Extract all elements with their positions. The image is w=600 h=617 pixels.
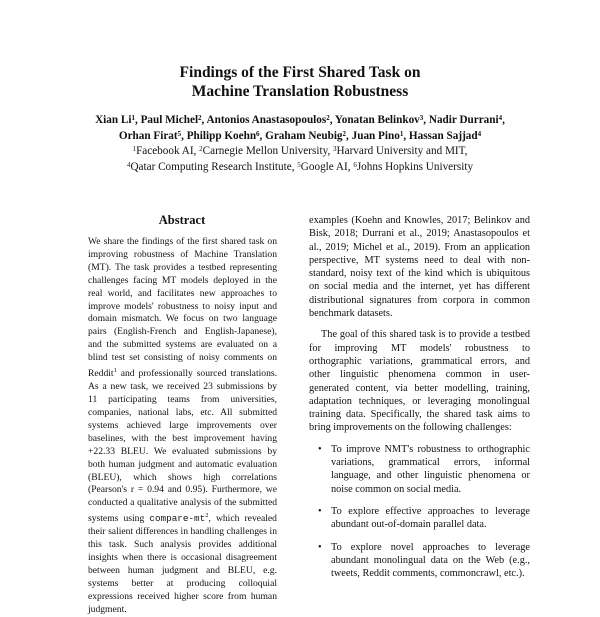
- footnote-mark: 2: [205, 512, 209, 520]
- abstract-paragraph: [88, 236, 277, 617]
- author-name: Xian Li: [95, 114, 132, 126]
- affiliation-mark: 4: [126, 160, 131, 169]
- author-affiliation-mark: 1: [131, 114, 135, 122]
- author-name: Nadir Durrani: [428, 114, 499, 126]
- author-name: Hassan Sajjad: [408, 129, 478, 142]
- author-affiliation-mark: 6: [256, 129, 260, 138]
- affiliation-name: Carnegie Mellon University: [202, 145, 328, 157]
- author-name: Orhan Firat: [118, 129, 178, 142]
- author-affiliation-mark: 4: [498, 114, 503, 122]
- author-affiliation-mark: 3: [419, 114, 424, 122]
- bullet-icon: •: [318, 443, 322, 455]
- title-line-1: Findings of the First Shared Task on: [179, 64, 421, 81]
- paper-title: [0, 63, 600, 101]
- abstract-text: [88, 236, 277, 617]
- bullet-icon: •: [318, 541, 322, 553]
- author-name: Yonatan Belinkov: [334, 114, 420, 126]
- author-block: [0, 113, 600, 175]
- affiliation-name: Johns Hopkins University: [356, 160, 474, 173]
- affiliation-mark: 6: [353, 160, 357, 169]
- author-name: Philipp Koehn: [186, 129, 257, 142]
- intro-paragraph-2: The goal of this shared task is to provide a testbed for improving MT models' robustness to orthographic variations, grammatical errors, and other linguistic phenomena common in user-generated content, via better modelling, training, adaptation techniques, or leveraging monolingual training data. Specifically, the shared task aims to bring improvements on the following challenges:: [309, 329, 530, 434]
- list-item: [309, 505, 530, 532]
- list-item-text: To explore effective approaches to leverage abundant out-of-domain parallel data.: [331, 505, 530, 531]
- abstract-text-part-2: and professionally sourced translations. As a new task, we received 23 submissions by 11 participating teams from universities, companies, national labs, etc. All submitted systems achieved large improvements over baselines, with the best improvement having +22.33 BLEU. We evaluated submissions by both human judgment and automatic evaluation (BLEU), which shows high correlations (Pearson's r = 0.94 and 0.95). Furthermore, we conducted a qualitative analysis of the submitted systems using: [88, 368, 277, 525]
- bullet-icon: •: [318, 505, 322, 517]
- affiliation-name: Google AI: [300, 160, 348, 173]
- title-line-2: Machine Translation Robustness: [191, 83, 409, 100]
- footnote-mark: 1: [113, 367, 117, 375]
- author-name: Antonios Anastasopoulos: [206, 114, 327, 126]
- author-affiliation-mark: 2: [326, 114, 330, 122]
- affiliation-name: Harvard University and MIT: [336, 145, 465, 157]
- list-item-text: To improve NMT's robustness to orthographic variations, grammatical errors, informal language, and other linguistic phenomena or noise common on social media.: [331, 443, 530, 495]
- intro-paragraph-1: examples (Koehn and Knowles, 2017; Belinkov and Bisk, 2018; Durrani et al., 2019; Anastasopoulos et al., 2019; Michel et al., 2019). From an application perspective, MT systems need to deal with non-standard, noisy text of the kind which is ubiquitous on social media and the internet, yet has different distributional signatures from corpora in common benchmark datasets.: [309, 215, 530, 320]
- abstract-heading: Abstract: [158, 213, 206, 227]
- abstract-text-part-3: , which revealed their salient differences in handling challenges in this task. Such analysis provides additional insights when there is occasional disagreement between human judgment and BLEU, e.g. systems better at producing colloquial expressions received higher score from human judgment.: [88, 513, 277, 615]
- author-name: Paul Michel: [140, 114, 199, 126]
- author-affiliation-mark: 2: [198, 114, 202, 122]
- author-name: Juan Pino: [351, 129, 400, 142]
- author-name: Graham Neubig: [265, 129, 343, 142]
- affiliations-line-1: $^1$Facebook AI, $^2$Carnegie Mellon University, $^3$Harvard University and MIT,: [132, 145, 468, 157]
- list-item: [309, 541, 530, 581]
- author-names-line-2: Orhan Firat$^5$, Philipp Koehn$^6$, Graham Neubig$^2$, Juan Pino$^1$, Hassan Sajjad$^4$: [118, 129, 482, 142]
- affiliation-mark: 1: [132, 145, 137, 153]
- affiliation-mark: 5: [297, 160, 301, 169]
- intro-column: [309, 214, 530, 589]
- goals-list: [309, 443, 530, 581]
- author-affiliation-mark: 4: [477, 129, 482, 138]
- affiliation-mark: 2: [199, 145, 203, 153]
- author-names-line-1: Xian Li$^1$, Paul Michel$^2$, Antonios Anastasopoulos$^2$, Yonatan Belinkov$^3$, Nadir Durrani$^4$,: [95, 114, 505, 126]
- list-item-text: To explore novel approaches to leverage abundant monolingual data on the Web (e.g., tweets, Reddit comments, commoncrawl, etc.).: [331, 541, 530, 580]
- author-affiliation-mark: 2: [342, 129, 347, 138]
- tool-name-code: compare-mt: [149, 513, 206, 525]
- affiliation-mark: 3: [333, 145, 337, 153]
- author-affiliation-mark: 1: [399, 129, 404, 138]
- abstract-text-part-1: We share the findings of the first shared task on improving robustness of Machine Translation (MT). The task provides a testbed representing challenges facing MT models deployed in the real world, and facilitates new approaches to improve models' robustness to noisy input and domain mismatch. We focus on two language pairs (English-French and English-Japanese), and the submitted systems are evaluated on a blind test set consisting of noisy comments on Reddit: [88, 236, 277, 380]
- affiliation-name: Facebook AI: [136, 145, 194, 157]
- affiliation-name: Qatar Computing Research Institute: [130, 160, 292, 173]
- list-item: [309, 443, 530, 496]
- author-affiliation-mark: 5: [177, 129, 182, 138]
- affiliations-line-2: $^4$Qatar Computing Research Institute, $^5$Google AI, $^6$Johns Hopkins University: [126, 160, 474, 173]
